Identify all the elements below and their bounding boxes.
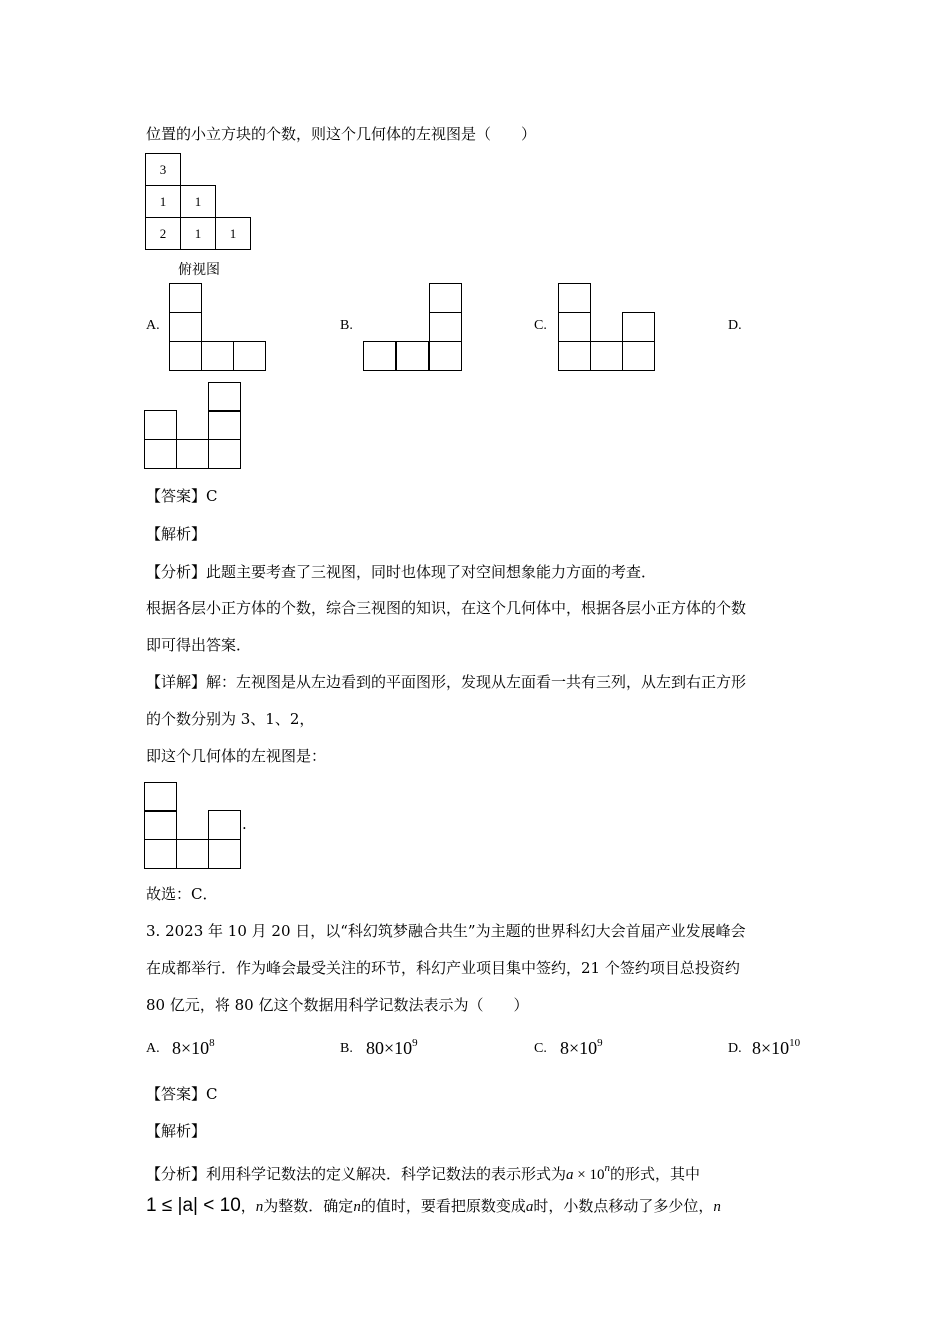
q2-detail-l3: 即这个几何体的左视图是：: [146, 747, 327, 765]
var-a: a: [525, 1199, 534, 1215]
q2-option-c-label: C.: [534, 318, 547, 333]
square: [208, 410, 241, 440]
square: [208, 839, 241, 869]
q3-option-c-expr: [560, 1037, 603, 1059]
inequality: 1 ≤ |a| < 10: [146, 1195, 241, 1216]
square: [208, 382, 241, 412]
q3-option-a-expr: [172, 1037, 215, 1059]
grid-cell: 1: [145, 185, 181, 218]
var-n: n: [353, 1199, 361, 1215]
q2-analysis-head: 【解析】: [146, 525, 207, 543]
grid-cell: 1: [180, 185, 216, 218]
q2-stem-tail: 位置的小立方块的个数，则这个几何体的左视图是（ ）: [146, 125, 537, 143]
q3-fenxi: [146, 1158, 700, 1185]
q2-para1-l1: 根据各层小正方体的个数，综合三视图的知识，在这个几何体中，根据各层小正方体的个数: [146, 599, 747, 617]
square: [590, 341, 623, 371]
grid-cell: 1: [180, 217, 216, 250]
square: [144, 410, 177, 440]
square: [144, 810, 177, 840]
square: [169, 341, 202, 371]
q3-fenxi-text-a: 【分析】利用科学记数法的定义解决．科学记数法的表示形式为: [146, 1165, 567, 1183]
top-view-label: 俯视图: [178, 262, 220, 278]
q3-answer: 【答案】C: [146, 1085, 218, 1103]
q3-stem-l3: 80 亿元，将 80 亿这个数据用科学记数法表示为（ ）: [146, 996, 529, 1014]
q2-fenxi: 【分析】此题主要考查了三视图，同时也体现了对空间想象能力方面的考查．: [146, 563, 657, 581]
exponent: 9: [597, 1037, 603, 1049]
square: [396, 341, 429, 371]
var-n: n: [255, 1199, 264, 1215]
text: 时，小数点移动了多少位，: [533, 1197, 714, 1215]
q3-option-c-label: C.: [534, 1041, 547, 1056]
square: [429, 341, 462, 371]
square: [169, 312, 202, 342]
q2-conclusion: 故选：C．: [146, 885, 218, 903]
square: [429, 312, 462, 342]
exponent: 10: [789, 1037, 801, 1049]
grid-cell: 1: [215, 217, 251, 250]
coef: 80×10: [366, 1038, 413, 1058]
square: [622, 312, 655, 342]
square: [558, 283, 591, 313]
q2-detail-l1: 【详解】解：左视图是从左边看到的平面图形，发现从左面看一共有三列，从左到右正方形: [146, 673, 747, 691]
q2-option-d-label: D.: [728, 318, 742, 333]
var-n: n: [713, 1199, 721, 1215]
coef: 8×10: [172, 1038, 210, 1058]
q3-stem-l2: 在成都举行．作为峰会最受关注的环节，科幻产业项目集中签约，21 个签约项目总投资约: [146, 959, 740, 977]
figure-period: .: [242, 815, 247, 833]
q2-detail-l2: 的个数分别为 3、1、2，: [146, 710, 315, 728]
q3-option-a-label: A.: [146, 1041, 160, 1056]
square: [429, 283, 462, 313]
square: [176, 839, 209, 869]
grid-cell: 3: [145, 153, 181, 186]
comma: ，: [240, 1197, 256, 1215]
var-a: a: [566, 1167, 574, 1183]
q3-option-b-label: B.: [340, 1041, 353, 1056]
square: [558, 312, 591, 342]
square: [176, 439, 209, 469]
square: [144, 439, 177, 469]
exponent: 8: [209, 1037, 215, 1049]
times-ten: × 10: [573, 1167, 605, 1183]
text: 的值时，要看把原数变成: [360, 1197, 526, 1215]
q3-analysis-head: 【解析】: [146, 1122, 207, 1140]
q2-answer: 【答案】C: [146, 487, 218, 505]
q2-option-a-label: A.: [146, 318, 160, 333]
grid-cell: 2: [145, 217, 181, 250]
square: [201, 341, 234, 371]
square: [208, 810, 241, 840]
square: [558, 341, 591, 371]
q3-stem-l1: 3. 2023 年 10 月 20 日，以“科幻筑梦融合共生”为主题的世界科幻大会首届产业发展峰会: [146, 922, 746, 940]
square: [622, 341, 655, 371]
q2-para1-l2: 即可得出答案．: [146, 636, 252, 654]
var-n-exp: n: [604, 1162, 610, 1174]
square: [363, 341, 396, 371]
q3-option-d-expr: [752, 1037, 800, 1059]
coef: 8×10: [560, 1038, 598, 1058]
square: [144, 782, 177, 812]
q2-option-b-label: B.: [340, 318, 353, 333]
square: [208, 439, 241, 469]
q3-option-b-expr: [366, 1037, 418, 1059]
square: [169, 283, 202, 313]
square: [144, 839, 177, 869]
q3-option-d-label: D.: [728, 1041, 742, 1056]
q3-last-line: [146, 1196, 721, 1217]
square: [233, 341, 266, 371]
q3-fenxi-text-b: 的形式，其中: [609, 1165, 700, 1183]
coef: 8×10: [752, 1038, 790, 1058]
exponent: 9: [412, 1037, 418, 1049]
text: 为整数．确定: [263, 1197, 354, 1215]
